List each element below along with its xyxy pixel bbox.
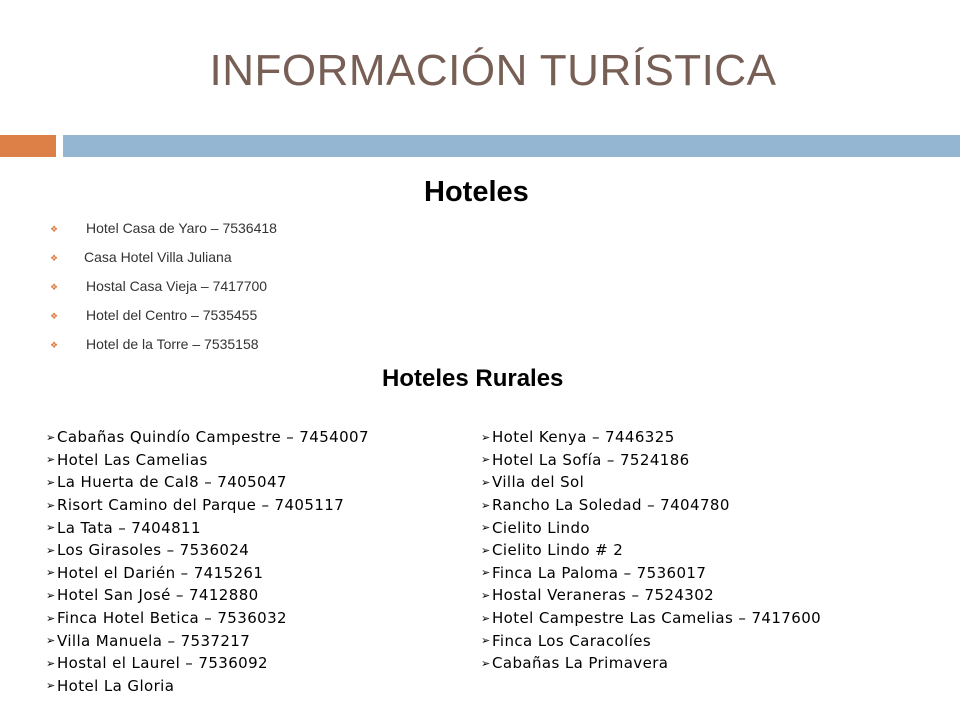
arrow-bullet-icon: ➢ (481, 543, 491, 557)
arrow-bullet-icon: ➢ (46, 453, 56, 467)
rural-hotel-name: Hostal Veraneras – 7524302 (492, 586, 715, 605)
rural-hotel-name: Finca Hotel Betica – 7536032 (57, 609, 287, 628)
list-item (46, 584, 369, 607)
list-item (481, 652, 821, 675)
accent-bar-orange (0, 135, 56, 157)
arrow-bullet-icon: ➢ (46, 588, 56, 602)
diamond-bullet-icon: ❖ (50, 253, 59, 263)
list-item (46, 449, 369, 472)
list-item (50, 307, 277, 336)
arrow-bullet-icon: ➢ (46, 543, 56, 557)
arrow-bullet-icon: ➢ (46, 498, 56, 512)
arrow-bullet-icon: ➢ (46, 521, 56, 535)
diamond-bullet-icon: ❖ (50, 282, 59, 292)
arrow-bullet-icon: ➢ (481, 521, 491, 535)
arrow-bullet-icon: ➢ (481, 588, 491, 602)
arrow-bullet-icon: ➢ (481, 453, 491, 467)
hotel-name: Hostal Casa Vieja – 7417700 (86, 278, 268, 294)
list-item (481, 449, 821, 472)
rural-hotel-name: Finca La Paloma – 7536017 (492, 563, 707, 582)
list-item (50, 278, 277, 307)
rural-hotel-name: Hostal el Laurel – 7536092 (57, 654, 268, 673)
arrow-bullet-icon: ➢ (46, 566, 56, 580)
list-item (46, 471, 369, 494)
hoteles-rurales-heading: Hoteles Rurales (382, 365, 564, 392)
rural-hotel-name: La Huerta de Cal8 – 7405047 (57, 473, 287, 492)
list-item (481, 516, 821, 539)
list-item (50, 220, 277, 249)
list-item (46, 652, 369, 675)
arrow-bullet-icon: ➢ (481, 475, 491, 489)
slide-title: INFORMACIÓN TURÍSTICA (209, 46, 777, 95)
list-item (46, 494, 369, 517)
rurales-right-list (481, 426, 821, 675)
arrow-bullet-icon: ➢ (46, 430, 56, 444)
list-item (46, 516, 369, 539)
rural-hotel-name: Hotel Kenya – 7446325 (492, 428, 675, 447)
rural-hotel-name: Cielito Lindo (492, 518, 590, 537)
arrow-bullet-icon: ➢ (46, 656, 56, 670)
list-item (50, 249, 277, 278)
rural-hotel-name: Hotel La Sofía – 7524186 (492, 450, 690, 469)
list-item (46, 562, 369, 585)
list-item (46, 607, 369, 630)
list-item (481, 539, 821, 562)
list-item (481, 607, 821, 630)
hotel-name: Casa Hotel Villa Juliana (84, 249, 232, 265)
list-item (481, 471, 821, 494)
arrow-bullet-icon: ➢ (46, 679, 56, 693)
arrow-bullet-icon: ➢ (46, 611, 56, 625)
rural-hotel-name: Cabañas La Primavera (492, 654, 669, 673)
list-item (46, 675, 369, 698)
arrow-bullet-icon: ➢ (481, 430, 491, 444)
arrow-bullet-icon: ➢ (46, 475, 56, 489)
diamond-bullet-icon: ❖ (50, 340, 59, 350)
rural-hotel-name: Rancho La Soledad – 7404780 (492, 496, 730, 515)
arrow-bullet-icon: ➢ (481, 611, 491, 625)
rural-hotel-name: Villa del Sol (492, 473, 585, 492)
arrow-bullet-icon: ➢ (481, 634, 491, 648)
arrow-bullet-icon: ➢ (481, 656, 491, 670)
hotel-name: Hotel del Centro – 7535455 (86, 307, 258, 323)
list-item (481, 584, 821, 607)
rural-hotel-name: Cielito Lindo # 2 (492, 541, 624, 560)
list-item (481, 426, 821, 449)
list-item (46, 426, 369, 449)
rural-hotel-name: Los Girasoles – 7536024 (57, 541, 250, 560)
rural-hotel-name: Hotel San José – 7412880 (57, 586, 259, 605)
rural-hotel-name: Hotel La Gloria (57, 676, 175, 695)
list-item (46, 629, 369, 652)
rural-hotel-name: Finca Los Caracolíes (492, 631, 652, 650)
accent-bar-blue (63, 135, 960, 157)
diamond-bullet-icon: ❖ (50, 224, 59, 234)
rural-hotel-name: Hotel Campestre Las Camelias – 7417600 (492, 609, 822, 628)
hoteles-list (50, 220, 277, 365)
hotel-name: Hotel Casa de Yaro – 7536418 (86, 220, 277, 236)
hotel-name: Hotel de la Torre – 7535158 (86, 336, 259, 352)
rural-hotel-name: Villa Manuela – 7537217 (57, 631, 251, 650)
rural-hotel-name: Risort Camino del Parque – 7405117 (57, 496, 345, 515)
hoteles-heading: Hoteles (424, 176, 529, 208)
arrow-bullet-icon: ➢ (46, 634, 56, 648)
list-item (481, 629, 821, 652)
list-item (46, 539, 369, 562)
rurales-left-list (46, 426, 369, 697)
list-item (481, 494, 821, 517)
rural-hotel-name: Hotel el Darién – 7415261 (57, 563, 264, 582)
rural-hotel-name: Cabañas Quindío Campestre – 7454007 (57, 428, 369, 447)
arrow-bullet-icon: ➢ (481, 566, 491, 580)
rural-hotel-name: La Tata – 7404811 (57, 518, 201, 537)
list-item (481, 562, 821, 585)
arrow-bullet-icon: ➢ (481, 498, 491, 512)
rural-hotel-name: Hotel Las Camelias (57, 450, 208, 469)
diamond-bullet-icon: ❖ (50, 311, 59, 321)
list-item (50, 336, 277, 365)
